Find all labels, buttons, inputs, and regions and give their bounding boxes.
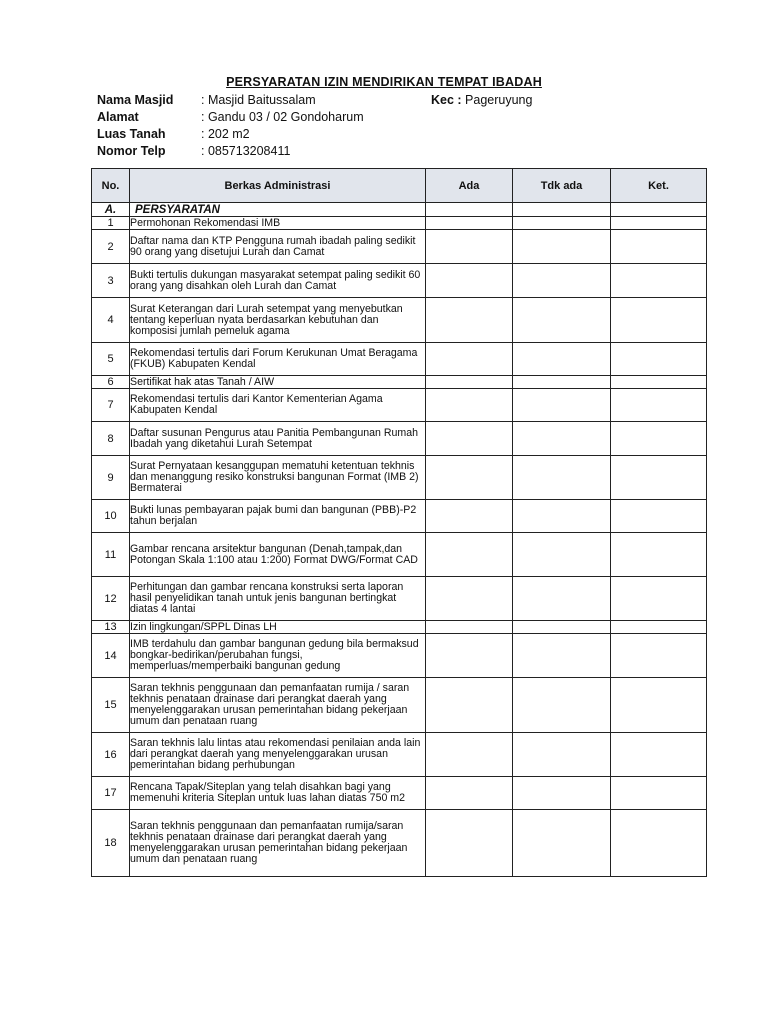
cell-ket (611, 376, 707, 389)
info-row-luas-tanah (97, 126, 364, 143)
cell-ket (611, 810, 707, 877)
row-number: 12 (92, 577, 130, 621)
info-value: : Gandu 03 / 02 Gondoharum (201, 110, 364, 124)
section-title: PERSYARATAN (130, 203, 426, 217)
info-value: : Masjid Baitussalam (201, 93, 316, 107)
cell-ada (426, 777, 513, 810)
row-number: 7 (92, 389, 130, 422)
info-value: : 085713208411 (201, 144, 291, 158)
cell-tdk-ada (513, 343, 611, 376)
cell-ada (426, 230, 513, 264)
row-description: Rekomendasi tertulis dari Forum Kerukunan Umat Beragama (FKUB) Kabupaten Kendal (130, 343, 426, 376)
row-description: Sertifikat hak atas Tanah / AIW (130, 376, 426, 389)
row-number: 13 (92, 621, 130, 634)
info-block (97, 92, 533, 160)
cell-ket (611, 217, 707, 230)
table-row (92, 533, 707, 577)
requirements-table (91, 168, 707, 877)
header-ket: Ket. (611, 169, 707, 203)
cell-ket (611, 389, 707, 422)
cell-ada (426, 810, 513, 877)
header-ada: Ada (426, 169, 513, 203)
table-row (92, 343, 707, 376)
cell-tdk-ada (513, 533, 611, 577)
cell-ket (611, 456, 707, 500)
table-row (92, 456, 707, 500)
header-tdk-ada: Tdk ada (513, 169, 611, 203)
table-row (92, 500, 707, 533)
table-row (92, 621, 707, 634)
cell-ada (426, 733, 513, 777)
table-row (92, 678, 707, 733)
cell-tdk-ada (513, 634, 611, 678)
cell-ket (611, 533, 707, 577)
row-number: 3 (92, 264, 130, 298)
section-no: A. (92, 203, 130, 217)
row-description: Perhitungan dan gambar rencana konstruksi serta laporan hasil penyelidikan tanah untuk jenis bangunan bertingkat diatas 4 lantai (130, 577, 426, 621)
info-row-nama-masjid (97, 92, 533, 109)
cell-ada (426, 678, 513, 733)
cell-ada (426, 343, 513, 376)
row-number: 4 (92, 298, 130, 343)
row-number: 2 (92, 230, 130, 264)
row-description: Surat Keterangan dari Lurah setempat yang menyebutkan tentang keperluan nyata berdasarkan kebutuhan dan komposisi jumlah pemeluk agama (130, 298, 426, 343)
row-number: 17 (92, 777, 130, 810)
row-number: 8 (92, 422, 130, 456)
cell-ket (611, 500, 707, 533)
document-title: PERSYARATAN IZIN MENDIRIKAN TEMPAT IBADAH (226, 75, 542, 89)
row-number: 10 (92, 500, 130, 533)
cell-ada (426, 533, 513, 577)
cell-tdk-ada (513, 733, 611, 777)
cell-ket (611, 621, 707, 634)
row-number: 5 (92, 343, 130, 376)
cell-tdk-ada (513, 422, 611, 456)
row-description: IMB terdahulu dan gambar bangunan gedung bila bermaksud bongkar-bedirikan/perubahan fungsi, memperluas/memperbaiki bangunan gedung (130, 634, 426, 678)
cell-tdk-ada (513, 678, 611, 733)
row-description: Saran tekhnis penggunaan dan pemanfaatan rumija/saran tekhnis penataan drainase dari perangkat daerah yang menyelenggarakan urusan pemerintahan bidang pekerjaan umum dan penataan ruang (130, 810, 426, 877)
cell-ada (426, 264, 513, 298)
table-row (92, 733, 707, 777)
table-row (92, 634, 707, 678)
info-label: Nomor Telp (97, 144, 166, 158)
row-number: 15 (92, 678, 130, 733)
table-row (92, 376, 707, 389)
row-description: Saran tekhnis lalu lintas atau rekomendasi penilaian anda lain dari perangkat daerah yang menyelenggarakan urusan pemerintahan bidang perhubungan (130, 733, 426, 777)
cell-ket (611, 230, 707, 264)
section-row (92, 203, 707, 217)
cell-tdk-ada (513, 389, 611, 422)
cell-ada (426, 500, 513, 533)
cell-ket (611, 298, 707, 343)
info-label: Alamat (97, 110, 139, 124)
kec-field (431, 92, 532, 109)
row-number: 14 (92, 634, 130, 678)
cell-ada (426, 203, 513, 217)
cell-tdk-ada (513, 500, 611, 533)
row-description: Gambar rencana arsitektur bangunan (Denah,tampak,dan Potongan Skala 1:100 atau 1:200) Format DWG/Format CAD (130, 533, 426, 577)
row-number: 6 (92, 376, 130, 389)
row-number: 11 (92, 533, 130, 577)
table-row (92, 298, 707, 343)
cell-ket (611, 203, 707, 217)
cell-ada (426, 389, 513, 422)
cell-ada (426, 376, 513, 389)
cell-tdk-ada (513, 298, 611, 343)
cell-ket (611, 777, 707, 810)
cell-tdk-ada (513, 376, 611, 389)
row-number: 1 (92, 217, 130, 230)
row-description: Surat Pernyataan kesanggupan mematuhi ketentuan tekhnis dan menanggung resiko konstruksi bangunan Format (IMB 2) Bermaterai (130, 456, 426, 500)
row-description: Bukti tertulis dukungan masyarakat setempat paling sedikit 60 orang yang disahkan oleh Lurah dan Camat (130, 264, 426, 298)
cell-ket (611, 264, 707, 298)
kec-label: Kec : (431, 93, 462, 107)
row-description: Rekomendasi tertulis dari Kantor Kementerian Agama Kabupaten Kendal (130, 389, 426, 422)
cell-tdk-ada (513, 577, 611, 621)
row-description: Saran tekhnis penggunaan dan pemanfaatan rumija / saran tekhnis penataan drainase dari perangkat daerah yang menyelenggarakan urusan pemerintahan bidang pekerjaan umum dan penataan ruang (130, 678, 426, 733)
header-no: No. (92, 169, 130, 203)
cell-tdk-ada (513, 810, 611, 877)
cell-ket (611, 733, 707, 777)
row-number: 9 (92, 456, 130, 500)
table-header-row (92, 169, 707, 203)
cell-ada (426, 217, 513, 230)
cell-ket (611, 422, 707, 456)
cell-ket (611, 634, 707, 678)
info-label: Nama Masjid (97, 93, 174, 107)
row-description: Daftar nama dan KTP Pengguna rumah ibadah paling sedikit 90 orang yang disetujui Lurah dan Camat (130, 230, 426, 264)
info-value: : 202 m2 (201, 127, 250, 141)
table-row (92, 230, 707, 264)
row-description: Permohonan Rekomendasi IMB (130, 217, 426, 230)
table-row (92, 777, 707, 810)
row-number: 18 (92, 810, 130, 877)
table-row (92, 264, 707, 298)
cell-tdk-ada (513, 621, 611, 634)
cell-tdk-ada (513, 203, 611, 217)
table-row (92, 217, 707, 230)
row-description: Bukti lunas pembayaran pajak bumi dan bangunan (PBB)-P2 tahun berjalan (130, 500, 426, 533)
cell-tdk-ada (513, 456, 611, 500)
cell-ket (611, 577, 707, 621)
cell-ada (426, 298, 513, 343)
kec-value: Pageruyung (461, 93, 533, 107)
table-row (92, 577, 707, 621)
info-row-nomor-telp (97, 143, 364, 160)
row-description: Daftar susunan Pengurus atau Panitia Pembangunan Rumah Ibadah yang diketahui Lurah Setempat (130, 422, 426, 456)
row-description: Izin lingkungan/SPPL Dinas LH (130, 621, 426, 634)
cell-tdk-ada (513, 217, 611, 230)
cell-ada (426, 456, 513, 500)
table-row (92, 422, 707, 456)
cell-ket (611, 343, 707, 376)
cell-ada (426, 634, 513, 678)
header-berkas: Berkas Administrasi (130, 169, 426, 203)
cell-ada (426, 621, 513, 634)
info-label: Luas Tanah (97, 127, 166, 141)
cell-tdk-ada (513, 230, 611, 264)
row-description: Rencana Tapak/Siteplan yang telah disahkan bagi yang memenuhi kriteria Siteplan untuk luas lahan diatas 750 m2 (130, 777, 426, 810)
cell-ada (426, 422, 513, 456)
table-row (92, 389, 707, 422)
cell-tdk-ada (513, 777, 611, 810)
table-row (92, 810, 707, 877)
row-number: 16 (92, 733, 130, 777)
cell-tdk-ada (513, 264, 611, 298)
cell-ket (611, 678, 707, 733)
cell-ada (426, 577, 513, 621)
info-row-alamat (97, 109, 364, 126)
